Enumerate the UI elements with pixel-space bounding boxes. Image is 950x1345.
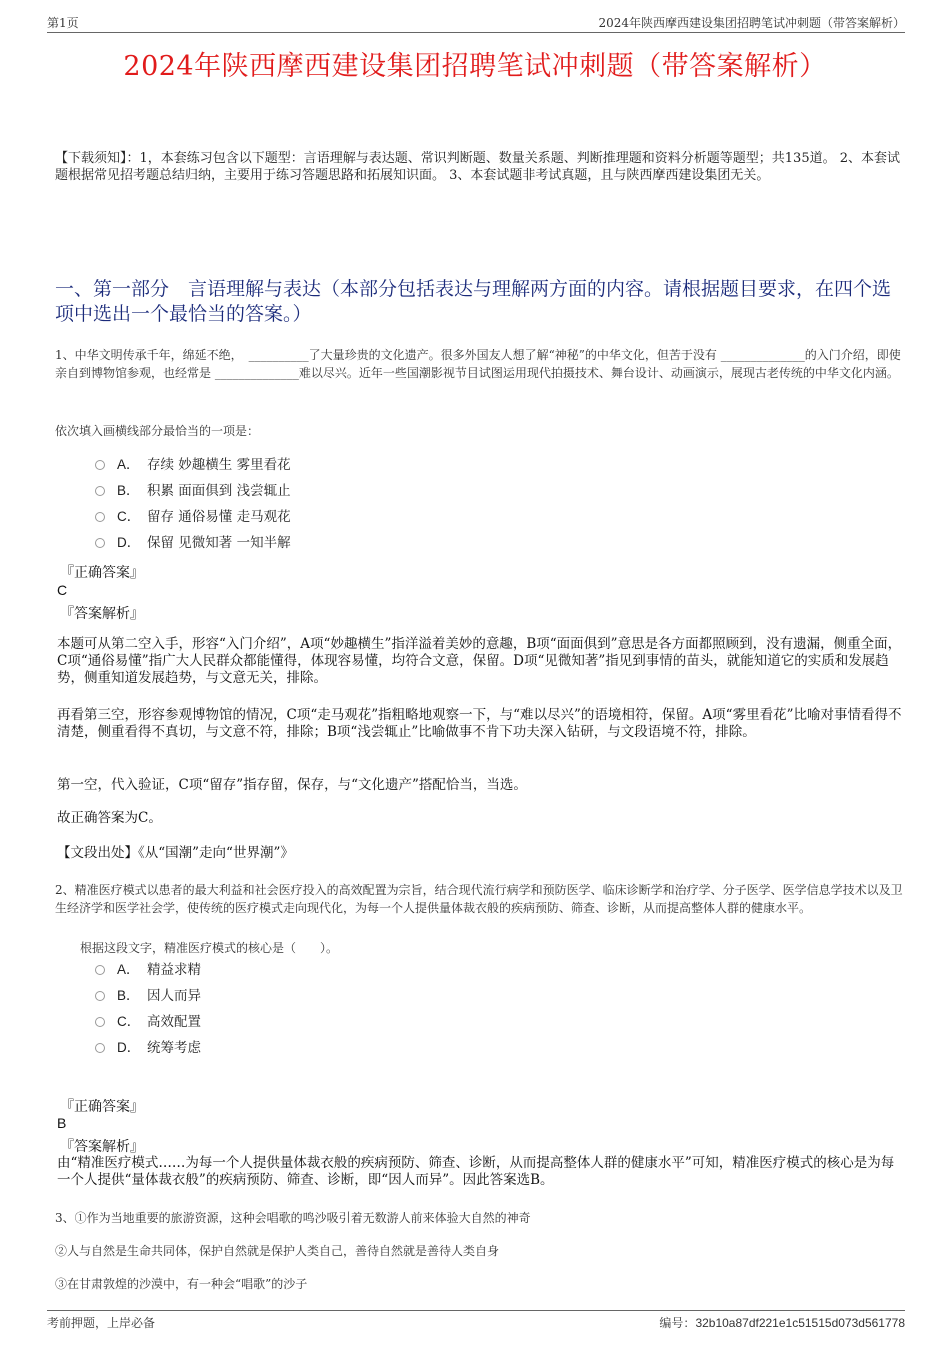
option-a[interactable] [95,452,291,478]
option-a[interactable] [95,957,201,983]
option-label: D． [117,535,141,550]
radio-icon[interactable] [95,1043,105,1053]
section-heading: 一、第一部分 言语理解与表达（本部分包括表达与理解两方面的内容。请根据题目要求，在四个选项中选出一个最恰当的答案。） [55,278,892,325]
header-doc-title: 2024年陕西摩西建设集团招聘笔试冲刺题（带答案解析） [598,16,905,30]
question-1-options [95,452,291,556]
footer-code [659,1314,905,1331]
radio-icon[interactable] [95,965,105,975]
analysis-paragraph: 再看第三空，形容参观博物馆的情况，C项“走马观花”指粗略地观察一下，与“难以尽兴”的语境相符，保留。A项“雾里看花”比喻对事情看得不清楚，侧重看得不真切，与文意不符，排除；B项“浅尝辄止”比喻做事不肯下功夫深入钻研，与文段语境不符，排除。 [57,707,902,740]
option-text: 因人而异 [147,988,201,1004]
question-2-options [95,957,201,1061]
question-2-prompt: 根据这段文字，精准医疗模式的核心是（ ）。 [80,941,339,955]
option-label: B． [117,483,140,498]
footer-divider [47,1310,905,1311]
analysis-paragraph: 第一空，代入验证，C项“留存”指存留，保存，与“文化遗产”搭配恰当，当选。 [57,777,527,793]
option-label: A． [117,962,140,977]
source-citation: 【文段出处】《从“国潮”走向“世界潮”》 [57,845,294,861]
option-text: 精益求精 [147,962,201,978]
answer-value: B [57,1115,67,1131]
radio-icon[interactable] [95,1017,105,1027]
footer-slogan: 考前押题，上岸必备 [47,1316,156,1330]
radio-icon[interactable] [95,460,105,470]
question-2-stem: 2、精准医疗模式以患者的最大利益和社会医疗投入的高效配置为宗旨，结合现代流行病学和预防医学、临床诊断学和治疗学、分子医学、医学信息学技术以及卫生经济学和医学社会学，使传统的医疗模式走向现代化，为每一个人提供量体裁衣般的疾病预防、筛查、诊断，从而提高整体人群的健康水平。 [55,883,903,915]
analysis-conclusion: 故正确答案为C。 [57,810,162,826]
option-c[interactable] [95,1009,201,1035]
footer-code-label: 编号： [659,1316,696,1330]
download-notice: 【下载须知】：1，本套练习包含以下题型：言语理解与表达题、常识判断题、数量关系题、判断推理题和资料分析题等题型；共135道。 2、本套试题根据常见招考题总结归纳，主要用于练习答题思路和拓展知识面。 3、本套试题非考试真题，且与陕西摩西建设集团无关。 [55,151,900,183]
analysis-label: 『答案解析』 [60,606,144,622]
header-divider [47,32,905,33]
question-3-line: ②人与自然是生命共同体，保护自然就是保护人类自己，善待自然就是善待人类自身 [55,1244,500,1258]
option-text: 存续 妙趣横生 雾里看花 [147,457,291,473]
question-1-stem: 1、中华文明传承千年，绵延不绝， __________了大量珍贵的文化遗产。很多外国友人想了解“神秘”的中华文化，但苦于没有 ______________的入门介绍，即使亲自到博物馆参观，也经常是 ______________难以尽兴。近年一些国潮影视节目试图运用现代拍摄技术、舞台设计、动画演示，展现古老传统的中华文化内涵。 [55,348,901,380]
answer-value: C [57,582,68,598]
question-1-prompt: 依次填入画横线部分最恰当的一项是： [55,424,260,438]
radio-icon[interactable] [95,486,105,496]
option-d[interactable] [95,530,291,556]
option-label: B． [117,988,140,1003]
page-number: 第1页 [47,16,79,30]
page-header [47,10,905,30]
option-b[interactable] [95,478,291,504]
option-label: C． [117,509,141,524]
option-label: C． [117,1014,141,1029]
option-label: A． [117,457,140,472]
analysis-paragraph: 本题可从第二空入手，形容“入门介绍”，A项“妙趣横生”指洋溢着美妙的意趣，B项“面面俱到”意思是各方面都照顾到，没有遗漏，侧重全面，C项“通俗易懂”指广大人民群众都能懂得，体现容易懂，均符合文意，保留。D项“见微知著”指见到事情的苗头，就能知道它的实质和发展趋势，侧重知道发展趋势，与文意无关，排除。 [57,636,902,686]
option-text: 留存 通俗易懂 走马观花 [147,509,291,525]
analysis-label: 『答案解析』 [60,1139,144,1155]
option-d[interactable] [95,1035,201,1061]
analysis-paragraph: 由“精准医疗模式……为每一个人提供量体裁衣般的疾病预防、筛查、诊断，从而提高整体人群的健康水平”可知，精准医疗模式的核心是为每一个人提供“量体裁衣般”的疾病预防、筛查、诊断，即“因人而异”。因此答案选B。 [57,1155,895,1188]
document-title: 2024年陕西摩西建设集团招聘笔试冲刺题（带答案解析） [123,51,827,82]
footer-code-value: 32b10a87df221e1c51515d073d561778 [695,1316,905,1330]
question-3-line: ③在甘肃敦煌的沙漠中，有一种会“唱歌”的沙子 [55,1277,308,1291]
option-label: D． [117,1040,141,1055]
radio-icon[interactable] [95,512,105,522]
option-text: 积累 面面俱到 浅尝辄止 [147,483,291,499]
option-c[interactable] [95,504,291,530]
option-text: 高效配置 [147,1014,201,1030]
radio-icon[interactable] [95,538,105,548]
option-b[interactable] [95,983,201,1009]
radio-icon[interactable] [95,991,105,1001]
answer-label: 『正确答案』 [60,1099,144,1115]
option-text: 统筹考虑 [147,1040,201,1056]
answer-label: 『正确答案』 [60,565,144,581]
question-3-line: 3、①作为当地重要的旅游资源，这种会唱歌的鸣沙吸引着无数游人前来体验大自然的神奇 [55,1211,531,1225]
option-text: 保留 见微知著 一知半解 [147,535,291,551]
